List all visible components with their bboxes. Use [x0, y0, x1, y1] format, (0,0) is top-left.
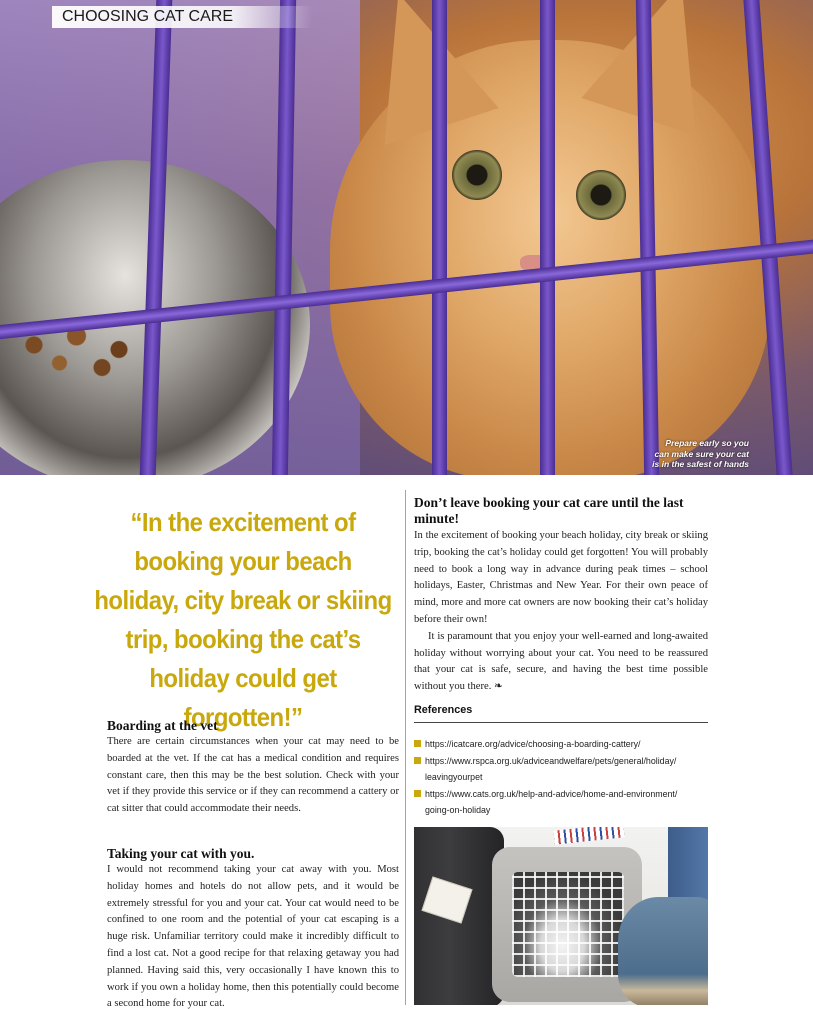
bullet-icon: [414, 790, 421, 797]
caption-line: can make sure your cat: [654, 448, 749, 459]
article-heading: Don’t leave booking your cat care until the last minute!: [414, 495, 684, 526]
article-taking: [107, 846, 399, 1009]
jeans: [668, 827, 708, 907]
reference-item: [414, 736, 708, 752]
kitten-eye-left: [452, 150, 502, 200]
article-boarding: [107, 718, 399, 818]
article-body: There are certain circumstances when your cat may need to be boarded at the vet. If the cat has a medical condition and requires constant care, then this may be the best solution. Check with your vet if they provide this service or if they can recommend a cattery or cat sitter that could accommodate their needs.: [107, 736, 399, 815]
boot: [618, 897, 708, 1005]
references-title: References: [414, 704, 473, 716]
reference-item: [414, 786, 708, 818]
article-heading: Taking your cat with you.: [107, 846, 255, 861]
carrier-photo: [414, 827, 708, 1005]
article-heading: Boarding at the vet: [107, 718, 218, 733]
article-booking: [414, 495, 708, 696]
reference-link[interactable]: https://icatcare.org/advice/choosing-a-boarding-cattery/: [425, 739, 641, 749]
article-body: I would not recommend taking your cat away with you. Most holiday homes and hotels do not allow pets, and it would be extremely stressful for you and your cat. Your cat would need to be confined to one room and the potential of your cat escaping is a huge risk. Unfamiliar territory could make it incredibly difficult to find a lost cat. Not a good recipe for that relaxing getaway you had planned. Having said this, very occasionally I have known this to work if you own a holiday home, then this potentially could become a second home for your cat.: [107, 864, 399, 1009]
column-divider: [405, 490, 406, 1005]
photo-caption: [649, 438, 749, 470]
carrier-door-with-kitten: [512, 872, 624, 977]
references: [414, 704, 708, 819]
article-body: [414, 629, 708, 696]
travel-documents: [553, 827, 624, 845]
pull-quote: “In the excitement of booking your beach holiday, city break or skiing trip, booking the cat’s holiday could get forgotten!”: [94, 507, 392, 732]
article-body-text: It is paramount that you enjoy your well-earned and long-awaited holiday without worrying about your cat. You need to be reassured that your cat is safe, secure, and having the best time possible without you there.: [414, 630, 708, 693]
reference-link[interactable]: https://www.rspca.org.uk/adviceandwelfare/pets/general/holiday/ leavingyourpet: [425, 756, 677, 782]
article-body: In the excitement of booking your beach holiday, city break or skiing trip, booking the cat’s holiday could get forgotten! You will probably need to book a long way in advance during peak times – school holidays, Easter, Christmas and New Year. For their own peace of mind, more and more cat owners are now booking their cat’s holiday before their own!: [414, 530, 708, 625]
bullet-icon: [414, 757, 421, 764]
references-rule: [414, 722, 708, 723]
end-mark-icon: ❧: [494, 681, 503, 693]
caption-line: is in the safest of hands: [652, 459, 749, 470]
reference-item: [414, 753, 708, 785]
kitten-eye-right: [576, 170, 626, 220]
reference-link[interactable]: https://www.cats.org.uk/help-and-advice/home-and-environment/ going-on-holiday: [425, 789, 678, 815]
hero-photo: [0, 0, 813, 475]
caption-line: Prepare early so you: [665, 438, 749, 448]
cage-bar: [432, 0, 447, 475]
section-tag: CHOOSING CAT CARE: [52, 6, 312, 28]
bullet-icon: [414, 740, 421, 747]
cage-bar: [540, 0, 555, 475]
